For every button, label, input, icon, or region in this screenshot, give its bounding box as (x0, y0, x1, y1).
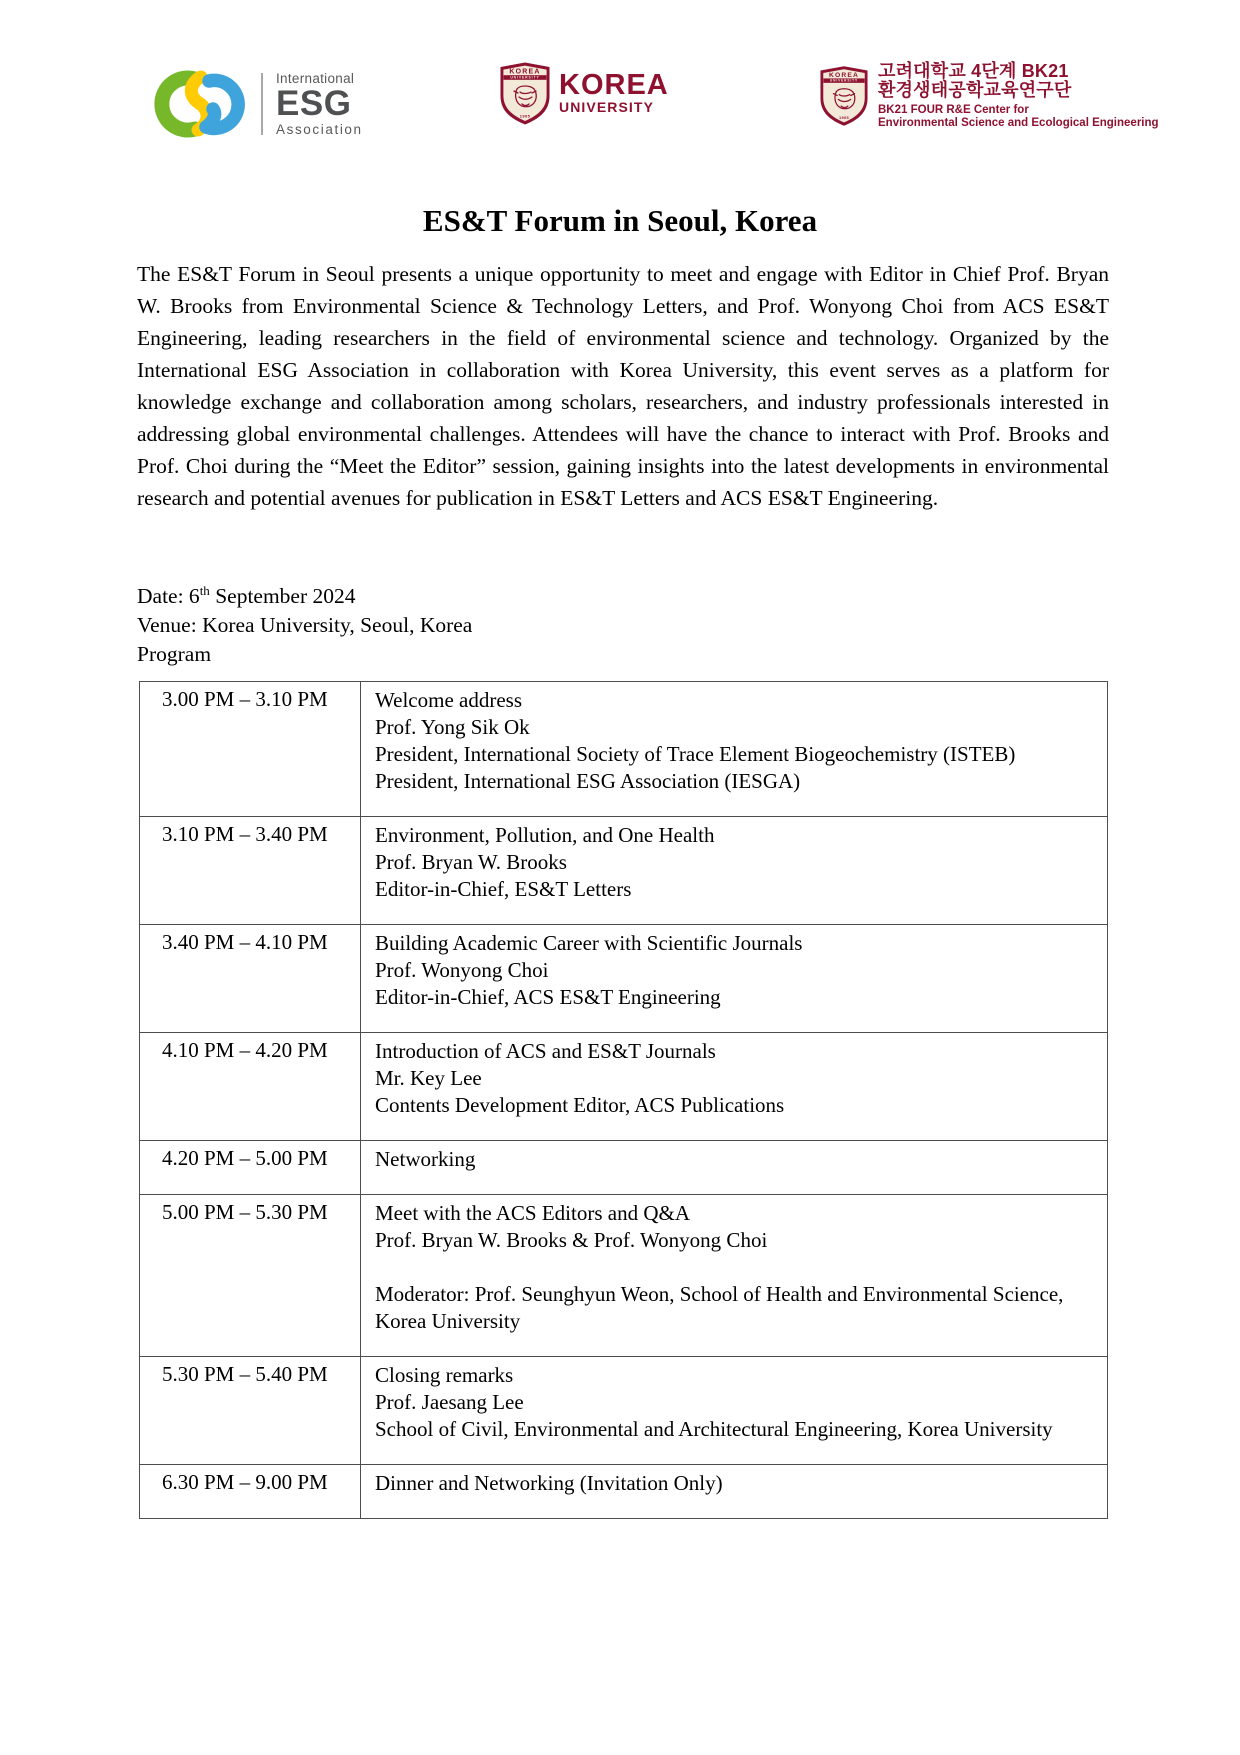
session-details (361, 1195, 1108, 1357)
session-detail-line: Closing remarks (375, 1363, 514, 1387)
session-time: 4.20 PM – 5.00 PM (140, 1141, 361, 1195)
program-row (140, 817, 1108, 925)
session-details (361, 817, 1108, 925)
program-row (140, 1033, 1108, 1141)
korea-university-logo (500, 61, 669, 126)
venue-line: Venue: Korea University, Seoul, Korea (137, 613, 473, 637)
program-row (140, 1195, 1108, 1357)
date-line (137, 582, 472, 611)
esg-logo-top-label: International (276, 70, 355, 86)
session-detail-line: Environment, Pollution, and One Health (375, 823, 715, 847)
session-detail-line: Contents Development Editor, ACS Publications (375, 1093, 785, 1117)
esg-logo-main-label: ESG (276, 83, 352, 123)
session-detail-line: Prof. Jaesang Lee (375, 1390, 524, 1414)
ku-wordmark-sub: UNIVERSITY (559, 98, 655, 115)
bk21-crest-icon (820, 65, 868, 127)
session-details (361, 925, 1108, 1033)
session-detail-line: Welcome address (375, 688, 522, 712)
page-title: ES&T Forum in Seoul, Korea (422, 203, 818, 238)
bk21-logo-text (878, 62, 1159, 129)
iesg-association-logo (147, 66, 363, 142)
session-details (361, 682, 1108, 817)
session-detail-line: Moderator: Prof. Seunghyun Weon, School of Health and Environmental Science, Korea University (375, 1282, 1064, 1333)
session-details (361, 1033, 1108, 1141)
bk21-english-lines (878, 104, 1159, 129)
ku-wordmark-name: KOREA (559, 69, 669, 102)
esg-mark-icon (147, 66, 251, 142)
session-detail-line: Prof. Yong Sik Ok (375, 715, 530, 739)
bk21-korean-line1: 고려대학교 4단계 BK21 (878, 61, 1069, 81)
session-detail-line: Introduction of ACS and ES&T Journals (375, 1039, 716, 1063)
session-time: 4.10 PM – 4.20 PM (140, 1033, 361, 1141)
session-details (361, 1357, 1108, 1465)
program-row (140, 925, 1108, 1033)
date-ordinal-suffix: th (199, 582, 210, 598)
bk21-center-logo (820, 62, 1159, 129)
program-table (139, 681, 1108, 1519)
logo-divider (261, 73, 263, 135)
session-detail-line: President, International ESG Association (IESGA) (375, 769, 801, 793)
date-prefix: Date: 6 (137, 584, 200, 608)
session-detail-line: Building Academic Career with Scientific Journals (375, 931, 803, 955)
session-detail-line (375, 1254, 1091, 1281)
program-row (140, 1141, 1108, 1195)
program-row (140, 1357, 1108, 1465)
esg-logo-text (276, 71, 363, 138)
bk21-english-line1: BK21 FOUR R&E Center for (878, 104, 1029, 116)
session-time: 3.10 PM – 3.40 PM (140, 817, 361, 925)
session-time: 5.00 PM – 5.30 PM (140, 1195, 361, 1357)
session-detail-line: Editor-in-Chief, ACS ES&T Engineering (375, 985, 721, 1009)
session-time: 5.30 PM – 5.40 PM (140, 1357, 361, 1465)
session-detail-line: School of Civil, Environmental and Architectural Engineering, Korea University (375, 1417, 1053, 1441)
session-details (361, 1465, 1108, 1519)
session-time: 6.30 PM – 9.00 PM (140, 1465, 361, 1519)
date-rest: September 2024 (209, 584, 356, 608)
intro-paragraph: The ES&T Forum in Seoul presents a unique opportunity to meet and engage with Editor in Chief Prof. Bryan W. Brooks from Environmental Science & Technology Letters, and Prof. Wonyong Choi from ACS ES&T Engineering, leading researchers in the field of environmental science and technology. Organized by the International ESG Association in collaboration with Korea University, this event serves as a platform for knowledge exchange and collaboration among scholars, researchers, and industry professionals interested in addressing global environmental challenges. Attendees will have the chance to interact with Prof. Brooks and Prof. Choi during the “Meet the Editor” session, gaining insights into the latest developments in environmental research and potential avenues for publication in ES&T Letters and ACS ES&T Engineering. (137, 262, 1109, 510)
session-time: 3.00 PM – 3.10 PM (140, 682, 361, 817)
session-detail-line: Prof. Bryan W. Brooks & Prof. Wonyong Choi (375, 1228, 768, 1252)
session-detail-line: Dinner and Networking (Invitation Only) (375, 1471, 723, 1495)
program-row (140, 682, 1108, 817)
ku-wordmark (559, 69, 669, 115)
ku-crest-icon (500, 61, 550, 126)
session-detail-line: Editor-in-Chief, ES&T Letters (375, 877, 632, 901)
program-label: Program (137, 642, 212, 666)
bk21-korean-line2: 환경생태공학교육연구단 (878, 80, 1072, 100)
session-time: 3.40 PM – 4.10 PM (140, 925, 361, 1033)
session-detail-line: Prof. Wonyong Choi (375, 958, 549, 982)
session-detail-line: Meet with the ACS Editors and Q&A (375, 1201, 690, 1225)
session-details (361, 1141, 1108, 1195)
event-details (137, 582, 472, 669)
session-detail-line: Mr. Key Lee (375, 1066, 482, 1090)
session-detail-line: Prof. Bryan W. Brooks (375, 850, 567, 874)
session-detail-line: President, International Society of Trace Element Biogeochemistry (ISTEB) (375, 742, 1016, 766)
esg-logo-bottom-label: Association (276, 122, 363, 138)
bk21-english-line2: Environmental Science and Ecological Engineering (878, 116, 1159, 129)
session-detail-line: Networking (375, 1147, 476, 1171)
program-row (140, 1465, 1108, 1519)
